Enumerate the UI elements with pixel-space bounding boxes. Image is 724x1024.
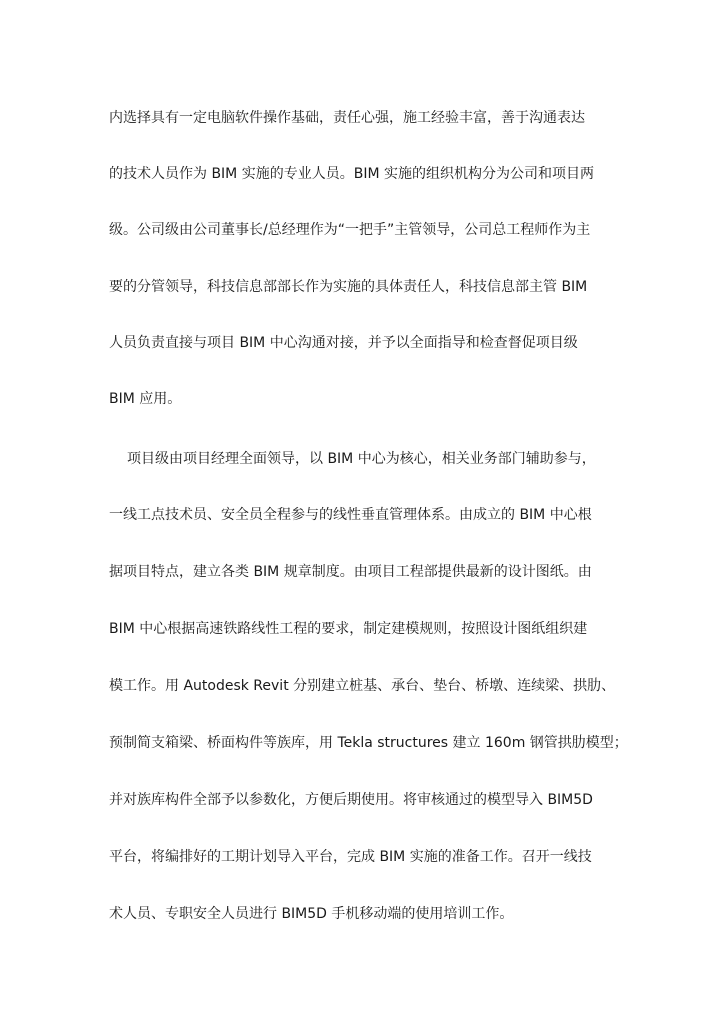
text-line: 内选择具有一定电脑软件操作基础，责任心强，施工经验丰富，善于沟通表达 xyxy=(109,110,585,126)
paragraph-start-line: 项目级由项目经理全面领导，以 BIM 中心为核心，相关业务部门辅助参与， xyxy=(127,451,596,467)
text-line: 级。公司级由公司董事长/总经理作为“一把手”主管领导，公司总工程师作为主 xyxy=(109,222,591,238)
text-line: BIM 应用。 xyxy=(109,391,182,407)
text-line: 平台，将编排好的工期计划导入平台，完成 BIM 实施的准备工作。召开一线技 xyxy=(109,849,592,865)
text-line: 要的分管领导，科技信息部部长作为实施的具体责任人，科技信息部主管 BIM xyxy=(109,279,588,295)
text-line: 据项目特点，建立各类 BIM 规章制度。由项目工程部提供最新的设计图纸。由 xyxy=(109,564,592,580)
text-line: 人员负责直接与项目 BIM 中心沟通对接，并予以全面指导和检查督促项目级 xyxy=(109,335,578,351)
text-line: 术人员、专职安全人员进行 BIM5D 手机移动端的使用培训工作。 xyxy=(109,906,514,922)
text-line: 的技术人员作为 BIM 实施的专业人员。BIM 实施的组织机构分为公司和项目两 xyxy=(109,166,594,182)
text-line: 一线工点技术员、安全员全程参与的线性垂直管理体系。由成立的 BIM 中心根 xyxy=(109,507,592,523)
text-line: 预制简支箱梁、桥面构件等族库，用 Tekla structures 建立 160m 钢管拱肋模型； xyxy=(109,735,628,751)
text-line: BIM 中心根据高速铁路线性工程的要求，制定建模规则，按照设计图纸组织建 xyxy=(109,621,588,637)
text-line: 模工作。用 Autodesk Revit 分别建立桩基、承台、垫台、桥墩、连续梁、拱肋、 xyxy=(109,678,616,694)
text-line: 并对族库构件全部予以参数化，方便后期使用。将审核通过的模型导入 BIM5D xyxy=(109,792,593,808)
